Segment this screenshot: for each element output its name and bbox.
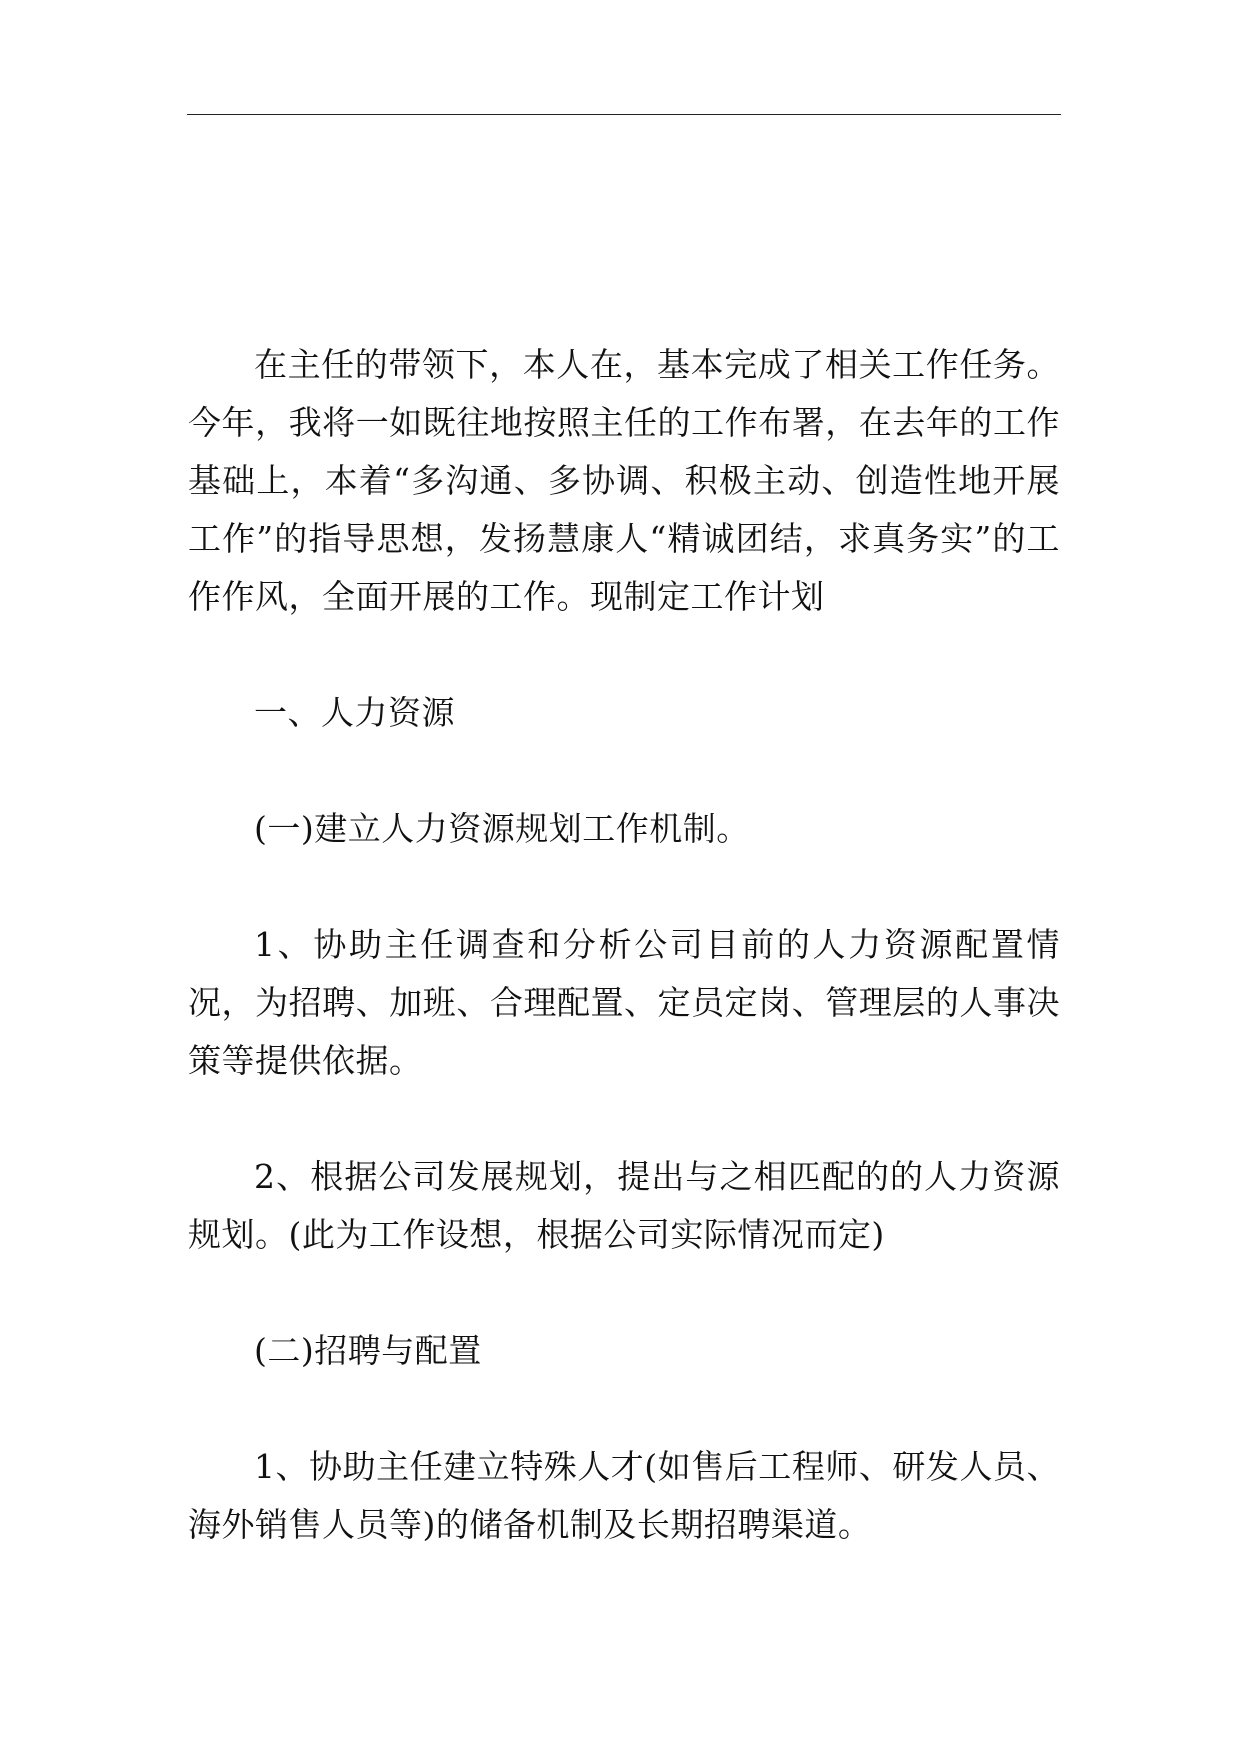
header-rule [187, 114, 1061, 115]
document-body [188, 336, 1060, 1554]
section-heading-hr: 一、人力资源 [254, 693, 455, 732]
intro-paragraph: 在主任的带领下，本人在，基本完成了相关工作任务。今年，我将一如既往地按照主任的工作布署，在去年的工作基础上，本着“多沟通、多协调、积极主动、创造性地开展工作”的指导思想，发扬慧康人“精诚团结，求真务实”的工作作风，全面开展的工作。现制定工作计划 [188, 345, 1060, 616]
list-item-paragraph: 1、协助主任调查和分析公司目前的人力资源配置情况，为招聘、加班、合理配置、定员定岗、管理层的人事决策等提供依据。 [188, 925, 1060, 1080]
list-item-paragraph: 2、根据公司发展规划，提出与之相匹配的的人力资源规划。(此为工作设想，根据公司实际情况而定) [188, 1157, 1060, 1254]
list-item-paragraph: 1、协助主任建立特殊人才(如售后工程师、研发人员、海外销售人员等)的储备机制及长期招聘渠道。 [188, 1447, 1060, 1544]
subsection-heading-recruitment: (二)招聘与配置 [254, 1331, 482, 1370]
subsection-heading-planning: (一)建立人力资源规划工作机制。 [254, 809, 750, 848]
